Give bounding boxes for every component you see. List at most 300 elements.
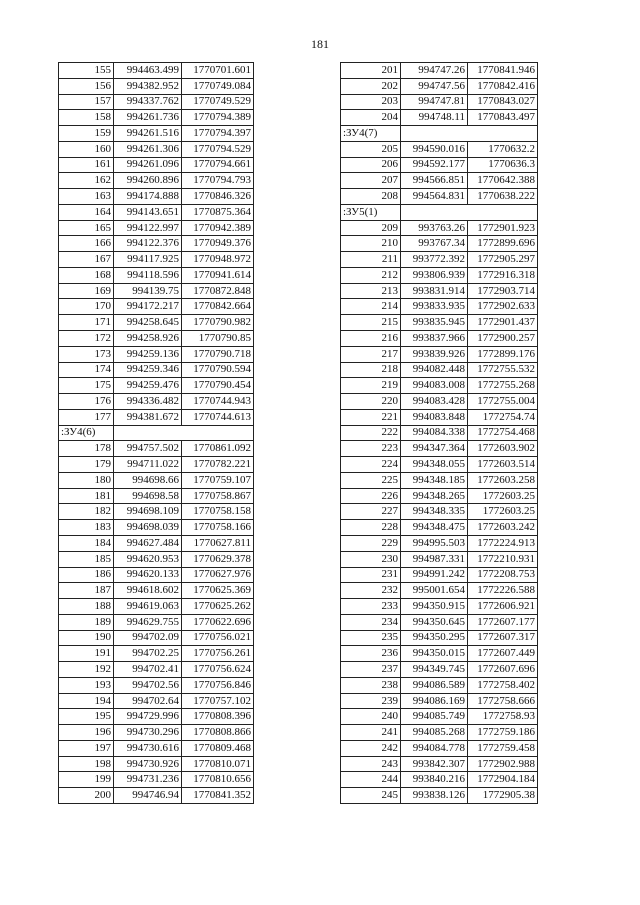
table-row bbox=[59, 252, 254, 268]
x-coordinate-cell: 994084.778 bbox=[401, 740, 468, 756]
point-number-cell: 201 bbox=[341, 63, 401, 79]
x-coordinate-cell: 994698.109 bbox=[114, 504, 182, 520]
y-coordinate-cell: 1770744.613 bbox=[182, 409, 254, 425]
table-row bbox=[341, 78, 538, 94]
x-coordinate-cell: 993833.935 bbox=[401, 299, 468, 315]
table-row bbox=[59, 583, 254, 599]
table-row bbox=[59, 488, 254, 504]
x-coordinate-cell: 994991.242 bbox=[401, 567, 468, 583]
y-coordinate-cell: 1770625.369 bbox=[182, 583, 254, 599]
table-row bbox=[341, 409, 538, 425]
table-row bbox=[59, 740, 254, 756]
y-coordinate-cell: 1770629.378 bbox=[182, 551, 254, 567]
point-number-cell: 218 bbox=[341, 362, 401, 378]
table-row bbox=[341, 630, 538, 646]
point-number-cell: 163 bbox=[59, 189, 114, 205]
y-coordinate-cell: 1770794.397 bbox=[182, 126, 254, 142]
y-coordinate-cell: 1770790.454 bbox=[182, 378, 254, 394]
x-coordinate-cell: 994350.915 bbox=[401, 599, 468, 615]
point-number-cell: 240 bbox=[341, 709, 401, 725]
x-coordinate-cell: 994702.64 bbox=[114, 693, 182, 709]
x-coordinate-cell: 994619.063 bbox=[114, 599, 182, 615]
y-coordinate-cell: 1772759.458 bbox=[468, 740, 538, 756]
point-number-cell: 212 bbox=[341, 267, 401, 283]
x-coordinate-cell: 994382.952 bbox=[114, 78, 182, 94]
table-row bbox=[341, 709, 538, 725]
x-coordinate-cell: 994259.136 bbox=[114, 346, 182, 362]
point-number-cell: 224 bbox=[341, 457, 401, 473]
y-coordinate-cell: 1772916.318 bbox=[468, 267, 538, 283]
x-coordinate-cell: 994702.41 bbox=[114, 662, 182, 678]
point-number-cell: 244 bbox=[341, 772, 401, 788]
y-coordinate-cell: 1772603.258 bbox=[468, 472, 538, 488]
table-row bbox=[59, 725, 254, 741]
x-coordinate-cell: 994702.09 bbox=[114, 630, 182, 646]
x-coordinate-cell: 994083.848 bbox=[401, 409, 468, 425]
y-coordinate-cell: 1770758.166 bbox=[182, 520, 254, 536]
point-number-cell: 202 bbox=[341, 78, 401, 94]
x-coordinate-cell: 994086.169 bbox=[401, 693, 468, 709]
table-row bbox=[59, 504, 254, 520]
table-row bbox=[59, 78, 254, 94]
y-coordinate-cell: 1770625.262 bbox=[182, 599, 254, 615]
table-row bbox=[341, 394, 538, 410]
point-number-cell: 239 bbox=[341, 693, 401, 709]
table-row bbox=[59, 535, 254, 551]
table-row bbox=[341, 693, 538, 709]
point-number-cell: 245 bbox=[341, 788, 401, 804]
y-coordinate-cell: 1770782.221 bbox=[182, 457, 254, 473]
table-row bbox=[341, 583, 538, 599]
x-coordinate-cell: 994349.745 bbox=[401, 662, 468, 678]
point-number-cell: 206 bbox=[341, 157, 401, 173]
point-number-cell: 176 bbox=[59, 394, 114, 410]
table-row bbox=[341, 677, 538, 693]
x-coordinate-cell: 994629.755 bbox=[114, 614, 182, 630]
x-coordinate-cell: 993831.914 bbox=[401, 283, 468, 299]
y-coordinate-cell: 1770841.352 bbox=[182, 788, 254, 804]
x-coordinate-cell: 994348.185 bbox=[401, 472, 468, 488]
x-coordinate-cell: 994348.475 bbox=[401, 520, 468, 536]
point-number-cell: 184 bbox=[59, 535, 114, 551]
table-row bbox=[341, 614, 538, 630]
point-number-cell: 226 bbox=[341, 488, 401, 504]
point-number-cell: 183 bbox=[59, 520, 114, 536]
point-number-cell: 177 bbox=[59, 409, 114, 425]
y-coordinate-cell: 1770749.084 bbox=[182, 78, 254, 94]
table-row bbox=[59, 346, 254, 362]
x-coordinate-cell: 994590.016 bbox=[401, 141, 468, 157]
point-number-cell: 171 bbox=[59, 315, 114, 331]
point-number-cell: 155 bbox=[59, 63, 114, 79]
section-header-row bbox=[59, 425, 254, 441]
x-coordinate-cell: 994259.346 bbox=[114, 362, 182, 378]
x-coordinate-cell: 994139.75 bbox=[114, 283, 182, 299]
x-coordinate-cell: 994702.56 bbox=[114, 677, 182, 693]
x-coordinate-cell: 994620.953 bbox=[114, 551, 182, 567]
y-coordinate-cell: 1772607.449 bbox=[468, 646, 538, 662]
section-header-row bbox=[341, 204, 538, 220]
y-coordinate-cell: 1770842.416 bbox=[468, 78, 538, 94]
table-row bbox=[59, 63, 254, 79]
table-row bbox=[59, 126, 254, 142]
point-number-cell: 238 bbox=[341, 677, 401, 693]
table-row bbox=[341, 567, 538, 583]
table-row bbox=[341, 220, 538, 236]
table-row bbox=[59, 520, 254, 536]
table-row bbox=[341, 346, 538, 362]
y-coordinate-cell: 1770949.376 bbox=[182, 236, 254, 252]
y-coordinate-cell: 1772758.93 bbox=[468, 709, 538, 725]
x-coordinate-cell: 994995.503 bbox=[401, 535, 468, 551]
y-coordinate-cell: 1770790.85 bbox=[182, 331, 254, 347]
x-coordinate-cell: 993806.939 bbox=[401, 267, 468, 283]
x-coordinate-cell: 994757.502 bbox=[114, 441, 182, 457]
table-row bbox=[341, 535, 538, 551]
x-coordinate-cell: 993772.392 bbox=[401, 252, 468, 268]
y-coordinate-cell: 1772603.25 bbox=[468, 488, 538, 504]
point-number-cell: 194 bbox=[59, 693, 114, 709]
x-coordinate-cell: 994337.762 bbox=[114, 94, 182, 110]
x-coordinate-cell: 994084.338 bbox=[401, 425, 468, 441]
x-coordinate-cell: 994350.645 bbox=[401, 614, 468, 630]
table-row bbox=[341, 788, 538, 804]
y-coordinate-cell: 1770756.261 bbox=[182, 646, 254, 662]
table-row bbox=[341, 94, 538, 110]
y-coordinate-cell: 1770627.976 bbox=[182, 567, 254, 583]
table-row bbox=[341, 283, 538, 299]
y-coordinate-cell: 1770808.866 bbox=[182, 725, 254, 741]
x-coordinate-cell: 994747.56 bbox=[401, 78, 468, 94]
x-coordinate-cell: 994381.672 bbox=[114, 409, 182, 425]
point-number-cell: 235 bbox=[341, 630, 401, 646]
y-coordinate-cell: 1772903.714 bbox=[468, 283, 538, 299]
table-row bbox=[341, 110, 538, 126]
table-row bbox=[341, 756, 538, 772]
table-row bbox=[341, 488, 538, 504]
point-number-cell: 223 bbox=[341, 441, 401, 457]
y-coordinate-cell: 1772901.437 bbox=[468, 315, 538, 331]
y-coordinate-cell: 1772904.184 bbox=[468, 772, 538, 788]
point-number-cell: 197 bbox=[59, 740, 114, 756]
point-number-cell: 175 bbox=[59, 378, 114, 394]
x-coordinate-cell: 994347.364 bbox=[401, 441, 468, 457]
table-row bbox=[341, 331, 538, 347]
point-number-cell: 234 bbox=[341, 614, 401, 630]
x-coordinate-cell: 993837.966 bbox=[401, 331, 468, 347]
y-coordinate-cell: 1772607.696 bbox=[468, 662, 538, 678]
y-coordinate-cell: 1770632.2 bbox=[468, 141, 538, 157]
point-number-cell: 196 bbox=[59, 725, 114, 741]
point-number-cell: 158 bbox=[59, 110, 114, 126]
y-coordinate-cell: 1770941.614 bbox=[182, 267, 254, 283]
y-coordinate-cell: 1772607.177 bbox=[468, 614, 538, 630]
table-row bbox=[59, 441, 254, 457]
y-coordinate-cell: 1772224.913 bbox=[468, 535, 538, 551]
y-coordinate-cell: 1772900.257 bbox=[468, 331, 538, 347]
x-coordinate-cell: 994348.265 bbox=[401, 488, 468, 504]
y-coordinate-cell: 1770794.793 bbox=[182, 173, 254, 189]
point-number-cell: 216 bbox=[341, 331, 401, 347]
y-coordinate-cell: 1772755.532 bbox=[468, 362, 538, 378]
y-coordinate-cell: 1770636.3 bbox=[468, 157, 538, 173]
table-row bbox=[59, 331, 254, 347]
x-coordinate-cell: 994082.448 bbox=[401, 362, 468, 378]
point-number-cell: 198 bbox=[59, 756, 114, 772]
y-coordinate-cell: 1772902.633 bbox=[468, 299, 538, 315]
table-row bbox=[341, 63, 538, 79]
table-row bbox=[59, 141, 254, 157]
y-coordinate-cell: 1770948.972 bbox=[182, 252, 254, 268]
point-number-cell: 236 bbox=[341, 646, 401, 662]
x-coordinate-cell: 993767.34 bbox=[401, 236, 468, 252]
table-row bbox=[341, 662, 538, 678]
y-coordinate-cell: 1770790.982 bbox=[182, 315, 254, 331]
point-number-cell: 199 bbox=[59, 772, 114, 788]
point-number-cell: 160 bbox=[59, 141, 114, 157]
y-coordinate-cell: 1770790.718 bbox=[182, 346, 254, 362]
table-row bbox=[59, 204, 254, 220]
point-number-cell: 166 bbox=[59, 236, 114, 252]
point-number-cell: 231 bbox=[341, 567, 401, 583]
table-row bbox=[341, 362, 538, 378]
table-row bbox=[59, 756, 254, 772]
point-number-cell: 219 bbox=[341, 378, 401, 394]
table-row bbox=[59, 614, 254, 630]
x-coordinate-cell: 994350.295 bbox=[401, 630, 468, 646]
x-coordinate-cell: 994730.926 bbox=[114, 756, 182, 772]
x-coordinate-cell: 994711.022 bbox=[114, 457, 182, 473]
point-number-cell: 228 bbox=[341, 520, 401, 536]
table-row bbox=[59, 788, 254, 804]
point-number-cell: 168 bbox=[59, 267, 114, 283]
point-number-cell: 190 bbox=[59, 630, 114, 646]
x-coordinate-cell: 994174.888 bbox=[114, 189, 182, 205]
x-coordinate-cell: 994122.376 bbox=[114, 236, 182, 252]
point-number-cell: 182 bbox=[59, 504, 114, 520]
x-coordinate-cell: 994085.268 bbox=[401, 725, 468, 741]
y-coordinate-cell: 1772758.666 bbox=[468, 693, 538, 709]
y-coordinate-cell: 1772901.923 bbox=[468, 220, 538, 236]
y-coordinate-cell: 1772758.402 bbox=[468, 677, 538, 693]
point-number-cell: 161 bbox=[59, 157, 114, 173]
table-row bbox=[59, 677, 254, 693]
table-row bbox=[341, 267, 538, 283]
x-coordinate-cell: 994258.645 bbox=[114, 315, 182, 331]
point-number-cell: 205 bbox=[341, 141, 401, 157]
table-row bbox=[59, 173, 254, 189]
point-number-cell: 243 bbox=[341, 756, 401, 772]
y-coordinate-cell: 1770642.388 bbox=[468, 173, 538, 189]
table-row bbox=[59, 220, 254, 236]
table-row bbox=[59, 394, 254, 410]
y-coordinate-cell: 1772755.004 bbox=[468, 394, 538, 410]
point-number-cell: 213 bbox=[341, 283, 401, 299]
table-row bbox=[341, 740, 538, 756]
point-number-cell: 164 bbox=[59, 204, 114, 220]
y-coordinate-cell: 1772208.753 bbox=[468, 567, 538, 583]
y-coordinate-cell: 1770756.846 bbox=[182, 677, 254, 693]
point-number-cell: 186 bbox=[59, 567, 114, 583]
table-row bbox=[341, 157, 538, 173]
table-row bbox=[341, 252, 538, 268]
y-coordinate-cell: 1770843.027 bbox=[468, 94, 538, 110]
point-number-cell: 178 bbox=[59, 441, 114, 457]
table-row bbox=[59, 772, 254, 788]
y-coordinate-cell: 1770872.848 bbox=[182, 283, 254, 299]
x-coordinate-cell: 994085.749 bbox=[401, 709, 468, 725]
table-row bbox=[59, 630, 254, 646]
x-coordinate-cell: 994348.055 bbox=[401, 457, 468, 473]
y-coordinate-cell: 1770794.661 bbox=[182, 157, 254, 173]
coordinates-table-right bbox=[340, 62, 538, 804]
y-coordinate-cell: 1772905.297 bbox=[468, 252, 538, 268]
point-number-cell: 200 bbox=[59, 788, 114, 804]
empty-cell bbox=[401, 204, 538, 220]
point-number-cell: 220 bbox=[341, 394, 401, 410]
point-number-cell: 221 bbox=[341, 409, 401, 425]
table-row bbox=[341, 173, 538, 189]
y-coordinate-cell: 1770622.696 bbox=[182, 614, 254, 630]
point-number-cell: 162 bbox=[59, 173, 114, 189]
y-coordinate-cell: 1770794.389 bbox=[182, 110, 254, 126]
point-number-cell: 241 bbox=[341, 725, 401, 741]
point-number-cell: 172 bbox=[59, 331, 114, 347]
y-coordinate-cell: 1772899.176 bbox=[468, 346, 538, 362]
table-row bbox=[59, 409, 254, 425]
page-number: 181 bbox=[311, 37, 329, 51]
x-coordinate-cell: 994566.851 bbox=[401, 173, 468, 189]
x-coordinate-cell: 993763.26 bbox=[401, 220, 468, 236]
y-coordinate-cell: 1772210.931 bbox=[468, 551, 538, 567]
y-coordinate-cell: 1770758.158 bbox=[182, 504, 254, 520]
section-label: :ЗУ5(1) bbox=[341, 204, 401, 220]
table-row bbox=[59, 709, 254, 725]
table-row bbox=[341, 504, 538, 520]
table-row bbox=[59, 551, 254, 567]
y-coordinate-cell: 1770810.071 bbox=[182, 756, 254, 772]
x-coordinate-cell: 993842.307 bbox=[401, 756, 468, 772]
point-number-cell: 181 bbox=[59, 488, 114, 504]
y-coordinate-cell: 1770744.943 bbox=[182, 394, 254, 410]
table-row bbox=[59, 472, 254, 488]
point-number-cell: 169 bbox=[59, 283, 114, 299]
x-coordinate-cell: 993835.945 bbox=[401, 315, 468, 331]
y-coordinate-cell: 1770759.107 bbox=[182, 472, 254, 488]
x-coordinate-cell: 994172.217 bbox=[114, 299, 182, 315]
point-number-cell: 204 bbox=[341, 110, 401, 126]
empty-cell bbox=[401, 126, 538, 142]
table-row bbox=[59, 567, 254, 583]
point-number-cell: 170 bbox=[59, 299, 114, 315]
y-coordinate-cell: 1770790.594 bbox=[182, 362, 254, 378]
y-coordinate-cell: 1770757.102 bbox=[182, 693, 254, 709]
table-row bbox=[341, 520, 538, 536]
y-coordinate-cell: 1772226.588 bbox=[468, 583, 538, 599]
y-coordinate-cell: 1772606.921 bbox=[468, 599, 538, 615]
y-coordinate-cell: 1770794.529 bbox=[182, 141, 254, 157]
point-number-cell: 233 bbox=[341, 599, 401, 615]
point-number-cell: 180 bbox=[59, 472, 114, 488]
x-coordinate-cell: 994729.996 bbox=[114, 709, 182, 725]
x-coordinate-cell: 994259.476 bbox=[114, 378, 182, 394]
table-row bbox=[59, 157, 254, 173]
y-coordinate-cell: 1770809.468 bbox=[182, 740, 254, 756]
table-row bbox=[341, 725, 538, 741]
x-coordinate-cell: 994261.096 bbox=[114, 157, 182, 173]
point-number-cell: 242 bbox=[341, 740, 401, 756]
x-coordinate-cell: 994746.94 bbox=[114, 788, 182, 804]
table-row bbox=[59, 662, 254, 678]
x-coordinate-cell: 993840.216 bbox=[401, 772, 468, 788]
y-coordinate-cell: 1772759.186 bbox=[468, 725, 538, 741]
x-coordinate-cell: 994261.306 bbox=[114, 141, 182, 157]
y-coordinate-cell: 1772607.317 bbox=[468, 630, 538, 646]
x-coordinate-cell: 994083.008 bbox=[401, 378, 468, 394]
x-coordinate-cell: 994086.589 bbox=[401, 677, 468, 693]
point-number-cell: 192 bbox=[59, 662, 114, 678]
x-coordinate-cell: 994261.516 bbox=[114, 126, 182, 142]
point-number-cell: 203 bbox=[341, 94, 401, 110]
table-row bbox=[59, 693, 254, 709]
x-coordinate-cell: 994592.177 bbox=[401, 157, 468, 173]
y-coordinate-cell: 1772902.988 bbox=[468, 756, 538, 772]
x-coordinate-cell: 993839.926 bbox=[401, 346, 468, 362]
table-row bbox=[59, 315, 254, 331]
y-coordinate-cell: 1770627.811 bbox=[182, 535, 254, 551]
x-coordinate-cell: 994698.039 bbox=[114, 520, 182, 536]
point-number-cell: 165 bbox=[59, 220, 114, 236]
x-coordinate-cell: 994143.651 bbox=[114, 204, 182, 220]
y-coordinate-cell: 1772603.902 bbox=[468, 441, 538, 457]
point-number-cell: 209 bbox=[341, 220, 401, 236]
point-number-cell: 214 bbox=[341, 299, 401, 315]
x-coordinate-cell: 994698.58 bbox=[114, 488, 182, 504]
y-coordinate-cell: 1772754.468 bbox=[468, 425, 538, 441]
y-coordinate-cell: 1770701.601 bbox=[182, 63, 254, 79]
table-row bbox=[59, 236, 254, 252]
x-coordinate-cell: 994698.66 bbox=[114, 472, 182, 488]
table-row bbox=[341, 599, 538, 615]
empty-cell bbox=[114, 425, 254, 441]
y-coordinate-cell: 1770843.497 bbox=[468, 110, 538, 126]
y-coordinate-cell: 1770808.396 bbox=[182, 709, 254, 725]
table-row bbox=[341, 378, 538, 394]
y-coordinate-cell: 1772603.242 bbox=[468, 520, 538, 536]
x-coordinate-cell: 994261.736 bbox=[114, 110, 182, 126]
table-row bbox=[341, 772, 538, 788]
point-number-cell: 189 bbox=[59, 614, 114, 630]
table-row bbox=[59, 110, 254, 126]
point-number-cell: 193 bbox=[59, 677, 114, 693]
x-coordinate-cell: 994122.997 bbox=[114, 220, 182, 236]
y-coordinate-cell: 1770749.529 bbox=[182, 94, 254, 110]
table-row bbox=[59, 378, 254, 394]
point-number-cell: 195 bbox=[59, 709, 114, 725]
section-label: :ЗУ4(6) bbox=[59, 425, 114, 441]
x-coordinate-cell: 994083.428 bbox=[401, 394, 468, 410]
table-row bbox=[341, 472, 538, 488]
table-row bbox=[59, 283, 254, 299]
point-number-cell: 215 bbox=[341, 315, 401, 331]
point-number-cell: 210 bbox=[341, 236, 401, 252]
y-coordinate-cell: 1770841.946 bbox=[468, 63, 538, 79]
point-number-cell: 237 bbox=[341, 662, 401, 678]
table-row bbox=[341, 236, 538, 252]
table-row bbox=[341, 299, 538, 315]
point-number-cell: 225 bbox=[341, 472, 401, 488]
point-number-cell: 185 bbox=[59, 551, 114, 567]
